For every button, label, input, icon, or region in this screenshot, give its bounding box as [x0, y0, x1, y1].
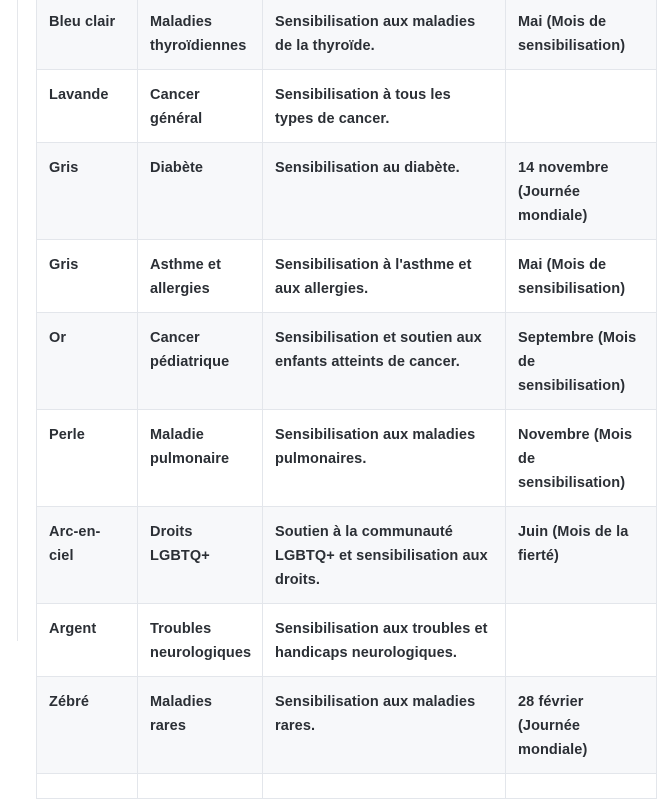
table-row	[37, 313, 657, 410]
date-cell: Septembre (Mois de sensibilisation)	[506, 313, 657, 410]
table-row	[37, 0, 657, 70]
description-cell: Soutien à la communauté LGBTQ+ et sensibilisation aux droits.	[263, 507, 506, 604]
color-cell: Or	[37, 313, 138, 410]
date-cell: Mai (Mois de sensibilisation)	[506, 240, 657, 313]
description-cell: Sensibilisation aux maladies rares.	[263, 677, 506, 774]
date-cell: Mai (Mois de sensibilisation)	[506, 0, 657, 70]
table-row	[37, 604, 657, 677]
color-cell: Gris	[37, 240, 138, 313]
description-cell: Sensibilisation aux maladies pulmonaires.	[263, 410, 506, 507]
cause-cell: Troubles neurologiques	[138, 604, 263, 677]
table-row	[37, 677, 657, 774]
color-cell: Bleu clair	[37, 0, 138, 70]
cause-cell: Diabète	[138, 143, 263, 240]
cause-cell: Maladies rares	[138, 677, 263, 774]
cause-cell: Cancer pédiatrique	[138, 313, 263, 410]
cause-cell: Droits LGBTQ+	[138, 507, 263, 604]
date-cell: 14 novembre (Journée mondiale)	[506, 143, 657, 240]
description-cell: Sensibilisation à l'asthme et aux allergies.	[263, 240, 506, 313]
left-divider	[17, 0, 18, 641]
date-cell	[506, 774, 657, 799]
color-cell: Perle	[37, 410, 138, 507]
color-cell: Argent	[37, 604, 138, 677]
table-row	[37, 507, 657, 604]
date-cell	[506, 604, 657, 677]
date-cell	[506, 70, 657, 143]
description-cell: Sensibilisation à tous les types de cancer.	[263, 70, 506, 143]
color-cell: Gris	[37, 143, 138, 240]
cause-cell	[138, 774, 263, 799]
date-cell: 28 février (Journée mondiale)	[506, 677, 657, 774]
cause-cell: Maladie pulmonaire	[138, 410, 263, 507]
color-cell	[37, 774, 138, 799]
color-cell: Arc-en-ciel	[37, 507, 138, 604]
cause-cell: Asthme et allergies	[138, 240, 263, 313]
color-cell: Zébré	[37, 677, 138, 774]
description-cell: Sensibilisation au diabète.	[263, 143, 506, 240]
date-cell: Novembre (Mois de sensibilisation)	[506, 410, 657, 507]
table-row	[37, 143, 657, 240]
table-row	[37, 240, 657, 313]
description-cell: Sensibilisation et soutien aux enfants atteints de cancer.	[263, 313, 506, 410]
cause-cell: Cancer général	[138, 70, 263, 143]
ribbon-colors-table	[36, 0, 657, 799]
cause-cell: Maladies thyroïdiennes	[138, 0, 263, 70]
description-cell: Sensibilisation aux maladies de la thyroïde.	[263, 0, 506, 70]
date-cell: Juin (Mois de la fierté)	[506, 507, 657, 604]
description-cell: Sensibilisation aux troubles et handicaps neurologiques.	[263, 604, 506, 677]
description-cell	[263, 774, 506, 799]
table-row	[37, 774, 657, 799]
table-row	[37, 410, 657, 507]
table-row	[37, 70, 657, 143]
color-cell: Lavande	[37, 70, 138, 143]
